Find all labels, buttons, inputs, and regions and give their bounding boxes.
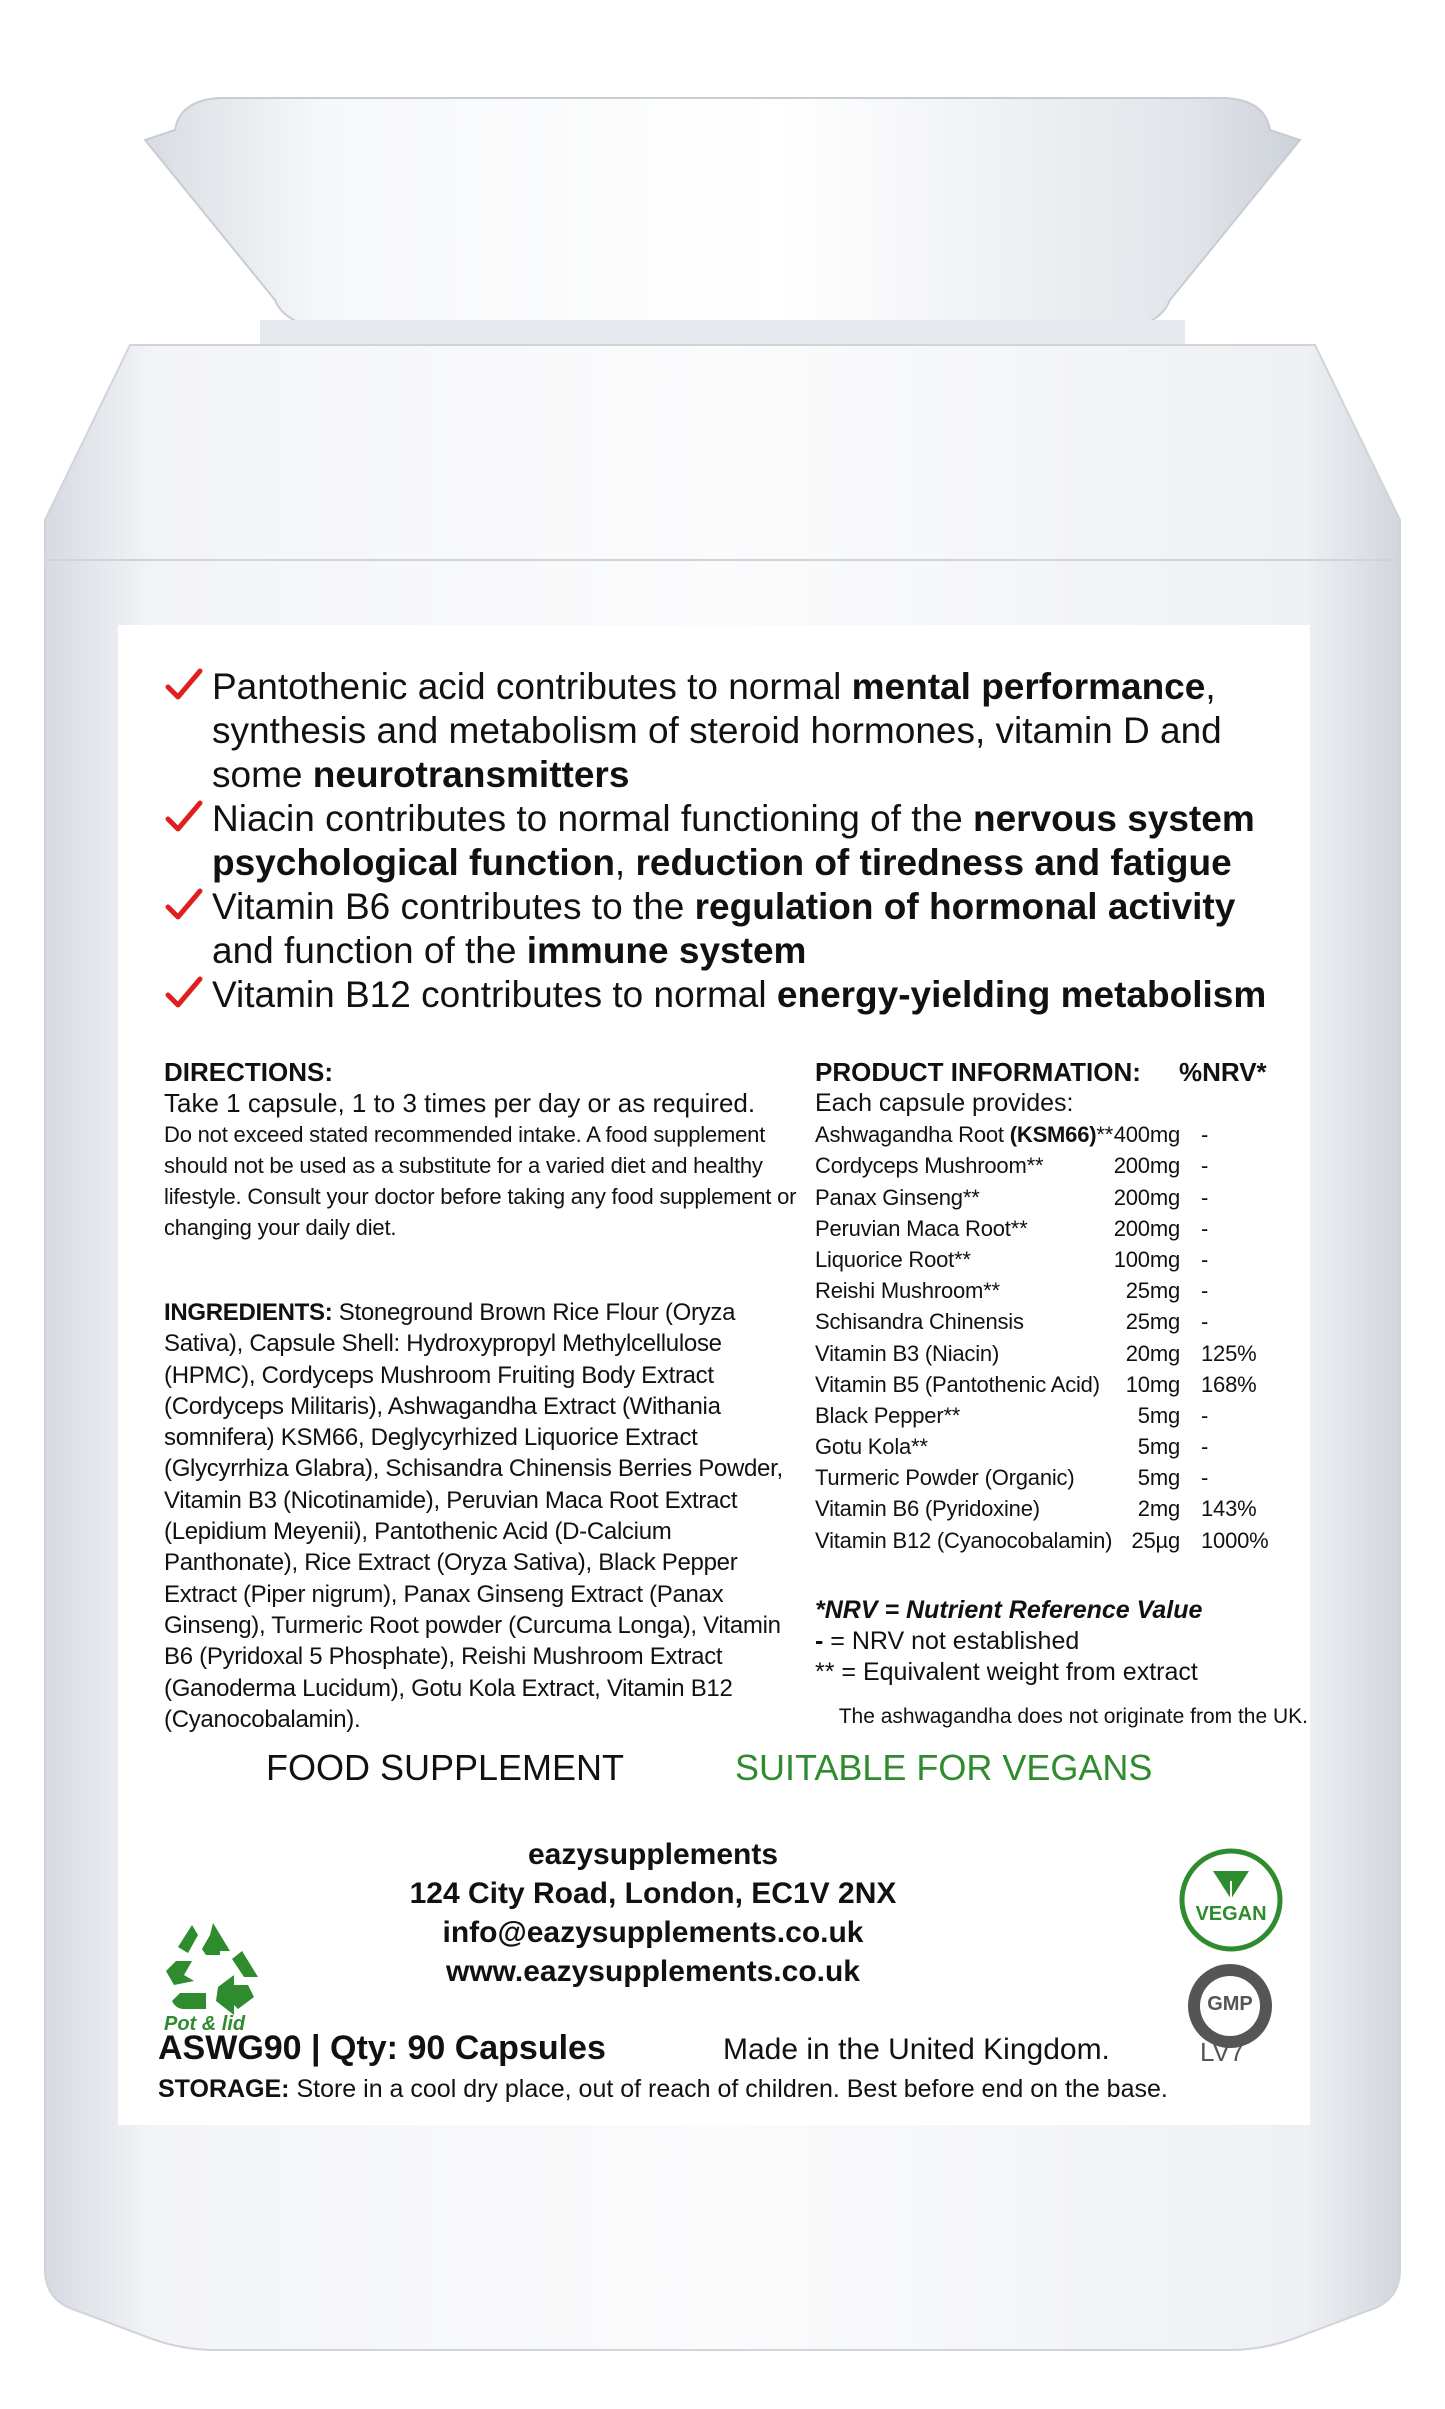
storage-info <box>158 2075 1308 2104</box>
nutrient-nrv: - <box>1201 1246 1209 1272</box>
nutrient-row <box>815 1493 1275 1524</box>
ingredients <box>164 1297 804 1735</box>
sku-quantity: ASWG90 | Qty: 90 Capsules <box>158 2029 606 2067</box>
nutrient-name: Peruvian Maca Root** <box>815 1215 1028 1241</box>
nutrient-row <box>815 1150 1275 1181</box>
nutrient-nrv: - <box>1201 1184 1209 1210</box>
nutrient-nrv: - <box>1201 1434 1209 1460</box>
vegan-leaf-icon <box>1178 1847 1284 1953</box>
bottle-cap <box>145 98 1300 330</box>
nutrient-amount: 5mg <box>1137 1402 1180 1428</box>
nutrient-row <box>815 1306 1275 1337</box>
suitable-vegans-label: SUITABLE FOR VEGANS <box>735 1747 1153 1788</box>
nutrient-name: Vitamin B5 (Pantothenic Acid) <box>815 1371 1100 1397</box>
nutrient-nrv: - <box>1201 1122 1209 1148</box>
check-icon <box>164 973 204 1013</box>
storage-heading: STORAGE: <box>158 2075 290 2103</box>
nutrient-nrv: 1000% <box>1201 1527 1269 1553</box>
nutrient-row <box>815 1525 1275 1556</box>
nutrient-nrv: - <box>1201 1465 1209 1491</box>
health-claims <box>164 665 1314 1017</box>
nrv-definition: *NRV = Nutrient Reference Value <box>815 1596 1203 1624</box>
nutrient-nrv: - <box>1201 1309 1209 1335</box>
nutrient-name: Reishi Mushroom** <box>815 1278 1000 1304</box>
origin-note: The ashwagandha does not originate from the UK. <box>838 1705 1308 1728</box>
nutrient-row <box>815 1462 1275 1493</box>
company-address <box>328 1835 978 1991</box>
nutrient-name: Vitamin B6 (Pyridoxine) <box>815 1496 1040 1522</box>
claim-item: Vitamin B12 contributes to normal energy-yielding metabolism <box>164 973 1314 1017</box>
company-email: info@eazysupplements.co.uk <box>442 1916 864 1949</box>
claim-item: Pantothenic acid contributes to normal mental performance, synthesis and metabolism of steroid hormones, vitamin D and some neurotransmitters <box>164 665 1314 797</box>
nutrient-name: Cordyceps Mushroom** <box>815 1153 1044 1179</box>
nutrient-row <box>815 1275 1275 1306</box>
nutrient-amount: 200mg <box>1113 1184 1180 1210</box>
company-website: www.eazysupplements.co.uk <box>445 1955 860 1988</box>
nutrient-row <box>815 1338 1275 1369</box>
nutrient-name: Panax Ginseng** <box>815 1184 980 1210</box>
nutrient-nrv: - <box>1201 1153 1209 1179</box>
claim-item: Vitamin B6 contributes to the regulation of hormonal activity and function of the immune system <box>164 885 1314 973</box>
product-info-sub: Each capsule provides: <box>815 1089 1074 1117</box>
check-icon <box>164 665 204 705</box>
nutrient-amount: 25mg <box>1125 1309 1180 1335</box>
nutrient-name: Turmeric Powder (Organic) <box>815 1465 1075 1491</box>
nutrient-nrv: 168% <box>1201 1371 1257 1397</box>
product-info-header <box>815 1057 1275 1088</box>
product-info-heading: PRODUCT INFORMATION: <box>815 1057 1141 1087</box>
nutrient-amount: 10mg <box>1125 1371 1180 1397</box>
company-street: 124 City Road, London, EC1V 2NX <box>409 1877 897 1910</box>
nutrient-amount: 200mg <box>1113 1153 1180 1179</box>
company-name: eazysupplements <box>527 1838 779 1871</box>
nutrient-name: Gotu Kola** <box>815 1434 928 1460</box>
nutrient-nrv: - <box>1201 1278 1209 1304</box>
directions <box>164 1057 804 1243</box>
nutrient-amount: 20mg <box>1125 1340 1180 1366</box>
vegan-badge <box>1178 1847 1284 1953</box>
directions-warning: Do not exceed stated recommended intake. A food supplement should not be used as a substitute for a varied diet and healthy lifestyle. Consult your doctor before taking any food supplement or changing your daily diet. <box>164 1122 797 1240</box>
nutrient-amount: 100mg <box>1113 1246 1180 1272</box>
nutrient-nrv: - <box>1201 1215 1209 1241</box>
nutrient-row <box>815 1182 1275 1213</box>
gmp-badge-text: GMP <box>1207 1993 1253 2015</box>
nutrient-name: Liquorice Root** <box>815 1246 971 1272</box>
product-information <box>815 1057 1275 1556</box>
nutrient-row <box>815 1400 1275 1431</box>
nutrient-amount: 5mg <box>1137 1434 1180 1460</box>
nutrient-amount: 25µg <box>1131 1527 1180 1553</box>
ingredients-heading: INGREDIENTS: <box>164 1299 333 1326</box>
nutrient-name: Schisandra Chinensis <box>815 1309 1024 1335</box>
nutrient-amount: 5mg <box>1137 1465 1180 1491</box>
nrv-notes: *NRV = Nutrient Reference Value - = NRV not established ** = Equivalent weight from extract <box>815 1596 1203 1686</box>
claim-item: Niacin contributes to normal functioning of the nervous system psychological function, reduction of tiredness and fatigue <box>164 797 1314 885</box>
nutrient-amount: 400mg <box>1113 1122 1180 1148</box>
nutrient-name: Vitamin B12 (Cyanocobalamin) <box>815 1527 1113 1553</box>
nutrient-nrv: - <box>1201 1402 1209 1428</box>
nrv-heading: %NRV* <box>1179 1057 1267 1087</box>
nutrient-amount: 200mg <box>1113 1215 1180 1241</box>
food-supplement-label: FOOD SUPPLEMENT <box>266 1747 625 1788</box>
nutrient-amount: 2mg <box>1137 1496 1180 1522</box>
nutrient-name: Ashwagandha Root (KSM66)** <box>815 1122 1114 1148</box>
nutrient-name: Black Pepper** <box>815 1402 961 1428</box>
nutrient-row <box>815 1369 1275 1400</box>
nutrient-row <box>815 1119 1275 1150</box>
product-label <box>118 625 1310 2125</box>
nutrient-row <box>815 1244 1275 1275</box>
storage-text: Store in a cool dry place, out of reach of children. Best before end on the base. <box>289 2075 1168 2103</box>
nutrient-row <box>815 1431 1275 1462</box>
check-icon <box>164 797 204 837</box>
ingredients-text: Stoneground Brown Rice Flour (Oryza Sativa), Capsule Shell: Hydroxypropyl Methylcellulose (HPMC), Cordyceps Mushroom Fruiting Body Extract (Cordyceps Militaris), Ashwagandha Extract (Withania somnifera) KSM66, Deglycyrhized Liquorice Extract (Glycyrrhiza Glabra), Schisandra Chinensis Berries Powder, Vitamin B3 (Nicotinamide), Peruvian Maca Root Extract (Lepidium Meyenii), Pantothenic Acid (D-Calcium Panthonate), Rice Extract (Oryza Sativa), Black Pepper Extract (Piper nigrum), Panax Ginseng Extract (Panax Ginseng), Turmeric Root powder (Curcuma Longa), Vitamin B6 (Pyridoxal 5 Phosphate), Reishi Mushroom Extract (Ganoderma Lucidum), Gotu Kola Extract, Vitamin B12 (Cyanocobalamin). <box>164 1299 783 1733</box>
directions-text: Take 1 capsule, 1 to 3 times per day or as required. <box>164 1088 756 1118</box>
nutrient-table <box>815 1119 1275 1556</box>
directions-heading: DIRECTIONS: <box>164 1057 333 1087</box>
lot-code: LV7 <box>1200 2037 1245 2067</box>
made-in-label: Made in the United Kingdom. <box>723 2033 1110 2066</box>
nutrient-nrv: 125% <box>1201 1340 1257 1366</box>
vegan-badge-text: VEGAN <box>1195 1903 1267 1925</box>
nutrient-row <box>815 1213 1275 1244</box>
check-icon <box>164 885 204 925</box>
nutrient-amount: 25mg <box>1125 1278 1180 1304</box>
recycle-note: Pot & lid <box>164 2013 246 2035</box>
nutrient-nrv: 143% <box>1201 1496 1257 1522</box>
nutrient-name: Vitamin B3 (Niacin) <box>815 1340 1000 1366</box>
